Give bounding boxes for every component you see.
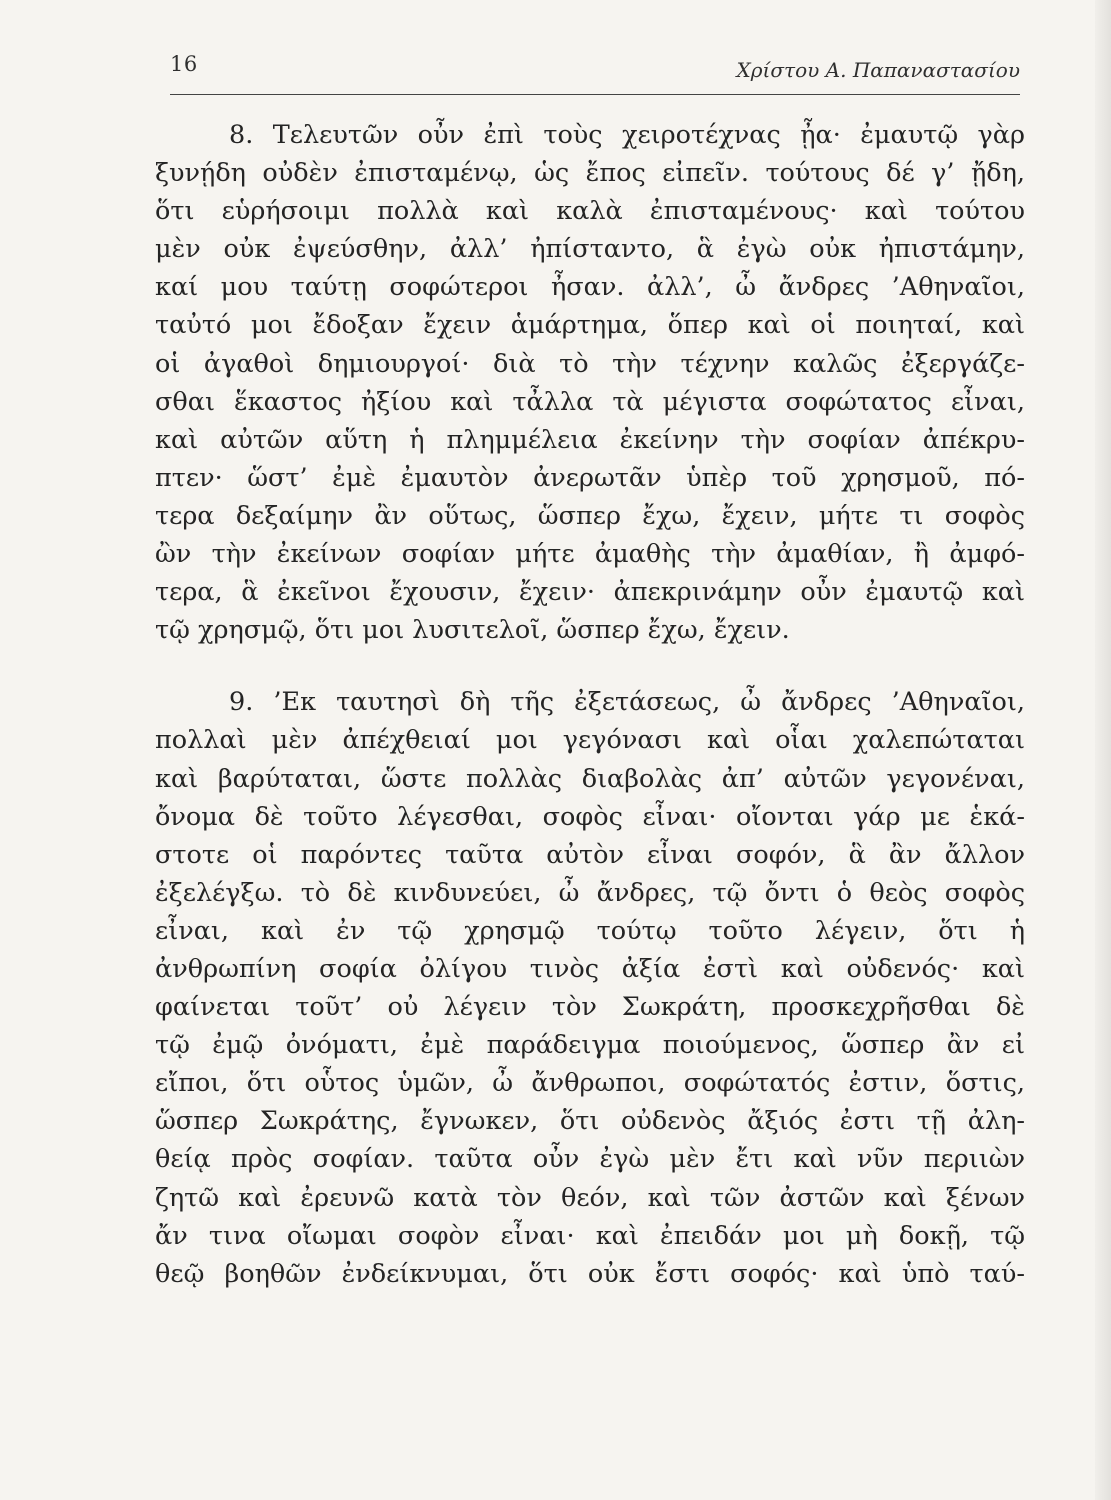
text-line: εἴποι, ὅτι οὗτος ὑμῶν, ὦ ἄνθρωποι, σοφώτατός ἐστιν, ὅστις,	[155, 1068, 1025, 1099]
text-line: ὄνομα δὲ τοῦτο λέγεσθαι, σοφὸς εἶναι· οἴονται γάρ με ἑκά-	[155, 801, 1025, 832]
paragraph-8	[155, 116, 1025, 649]
running-head: Χρίστου Α. Παπαναστασίου	[736, 58, 1020, 82]
scan-edge	[1095, 0, 1111, 1500]
text-line: φαίνεται τοῦτ’ οὐ λέγειν τὸν Σωκράτη, προσκεχρῆσθαι δὲ	[155, 992, 1025, 1023]
page-number: 16	[170, 52, 198, 76]
text-line: ὢν τὴν ἐκείνων σοφίαν μήτε ἀμαθὴς τὴν ἀμαθίαν, ἢ ἀμφό-	[155, 539, 1025, 570]
text-line: τερα δεξαίμην ἂν οὕτως, ὥσπερ ἔχω, ἔχειν, μήτε τι σοφὸς	[155, 500, 1025, 531]
paragraph-9	[155, 683, 1025, 1293]
text-line: καί μου ταύτῃ σοφώτεροι ἦσαν. ἀλλ’, ὦ ἄνδρες ’Αθηναῖοι,	[155, 272, 1025, 303]
text-line: θεῷ βοηθῶν ἐνδείκνυμαι, ὅτι οὐκ ἔστι σοφός· καὶ ὑπὸ ταύ-	[155, 1258, 1025, 1289]
text-line: ἐξελέγξω. τὸ δὲ κινδυνεύει, ὦ ἄνδρες, τῷ ὄντι ὁ θεὸς σοφὸς	[155, 877, 1025, 908]
text-line: εἶναι, καὶ ἐν τῷ χρησμῷ τούτῳ τοῦτο λέγειν, ὅτι ἡ	[155, 915, 1025, 946]
text-line: καὶ βαρύταται, ὥστε πολλὰς διαβολὰς ἀπ’ αὐτῶν γεγονέναι,	[155, 763, 1025, 794]
page-header	[170, 52, 1020, 92]
text-line: μὲν οὐκ ἐψεύσθην, ἀλλ’ ἠπίσταντο, ἃ ἐγὼ οὐκ ἠπιστάμην,	[155, 234, 1025, 265]
text-line: σθαι ἕκαστος ἠξίου καὶ τἆλλα τὰ μέγιστα σοφώτατος εἶναι,	[155, 386, 1025, 417]
text-line: ξυνῄδη οὐδὲν ἐπισταμένῳ, ὡς ἔπος εἰπεῖν. τούτους δέ γ’ ᾔδη,	[155, 158, 1025, 189]
text-line: πτεν· ὥστ’ ἐμὲ ἐμαυτὸν ἀνερωτᾶν ὑπὲρ τοῦ χρησμοῦ, πό-	[155, 462, 1025, 493]
text-line: τῷ χρησμῷ, ὅτι μοι λυσιτελοῖ, ὥσπερ ἔχω, ἔχειν.	[155, 615, 790, 646]
text-line: τερα, ἃ ἐκεῖνοι ἔχουσιν, ἔχειν· ἀπεκρινάμην οὖν ἐμαυτῷ καὶ	[155, 577, 1025, 608]
text-line: θείᾳ πρὸς σοφίαν. ταῦτα οὖν ἐγὼ μὲν ἔτι καὶ νῦν περιιὼν	[155, 1144, 1025, 1175]
paragraph-gap	[155, 649, 1025, 683]
text-line: ἀνθρωπίνη σοφία ὀλίγου τινὸς ἀξία ἐστὶ καὶ οὐδενός· καὶ	[155, 953, 1025, 984]
text-line: καὶ αὐτῶν αὕτη ἡ πλημμέλεια ἐκείνην τὴν σοφίαν ἀπέκρυ-	[155, 424, 1025, 455]
text-line: 9. ’Εκ ταυτησὶ δὴ τῆς ἐξετάσεως, ὦ ἄνδρες ’Αθηναῖοι,	[229, 687, 1025, 718]
text-line: ὅτι εὑρήσοιμι πολλὰ καὶ καλὰ ἐπισταμένους· καὶ τούτου	[155, 196, 1025, 227]
text-line: ἄν τινα οἴωμαι σοφὸν εἶναι· καὶ ἐπειδάν μοι μὴ δοκῇ, τῷ	[155, 1220, 1025, 1251]
text-line: ταὐτό μοι ἔδοξαν ἔχειν ἁμάρτημα, ὅπερ καὶ οἱ ποιηταί, καὶ	[155, 310, 1025, 341]
text-line: οἱ ἀγαθοὶ δημιουργοί· διὰ τὸ τὴν τέχνην καλῶς ἐξεργάζε-	[155, 348, 1025, 379]
text-line: ζητῶ καὶ ἐρευνῶ κατὰ τὸν θεόν, καὶ τῶν ἀστῶν καὶ ξένων	[155, 1182, 1025, 1213]
text-line: στοτε οἱ παρόντες ταῦτα αὐτὸν εἶναι σοφόν, ἃ ἂν ἄλλον	[155, 839, 1025, 870]
text-line: τῷ ἐμῷ ὀνόματι, ἐμὲ παράδειγμα ποιούμενος, ὥσπερ ἂν εἰ	[155, 1030, 1025, 1061]
header-rule	[170, 94, 1020, 95]
body-text	[155, 116, 1025, 1293]
text-line: 8. Τελευτῶν οὖν ἐπὶ τοὺς χειροτέχνας ᾖα· ἐμαυτῷ γὰρ	[229, 120, 1025, 150]
text-line: ὥσπερ Σωκράτης, ἔγνωκεν, ὅτι οὐδενὸς ἄξιός ἐστι τῇ ἀλη-	[155, 1106, 1025, 1137]
text-line: πολλαὶ μὲν ἀπέχθειαί μοι γεγόνασι καὶ οἷαι χαλεπώταται	[155, 725, 1025, 756]
